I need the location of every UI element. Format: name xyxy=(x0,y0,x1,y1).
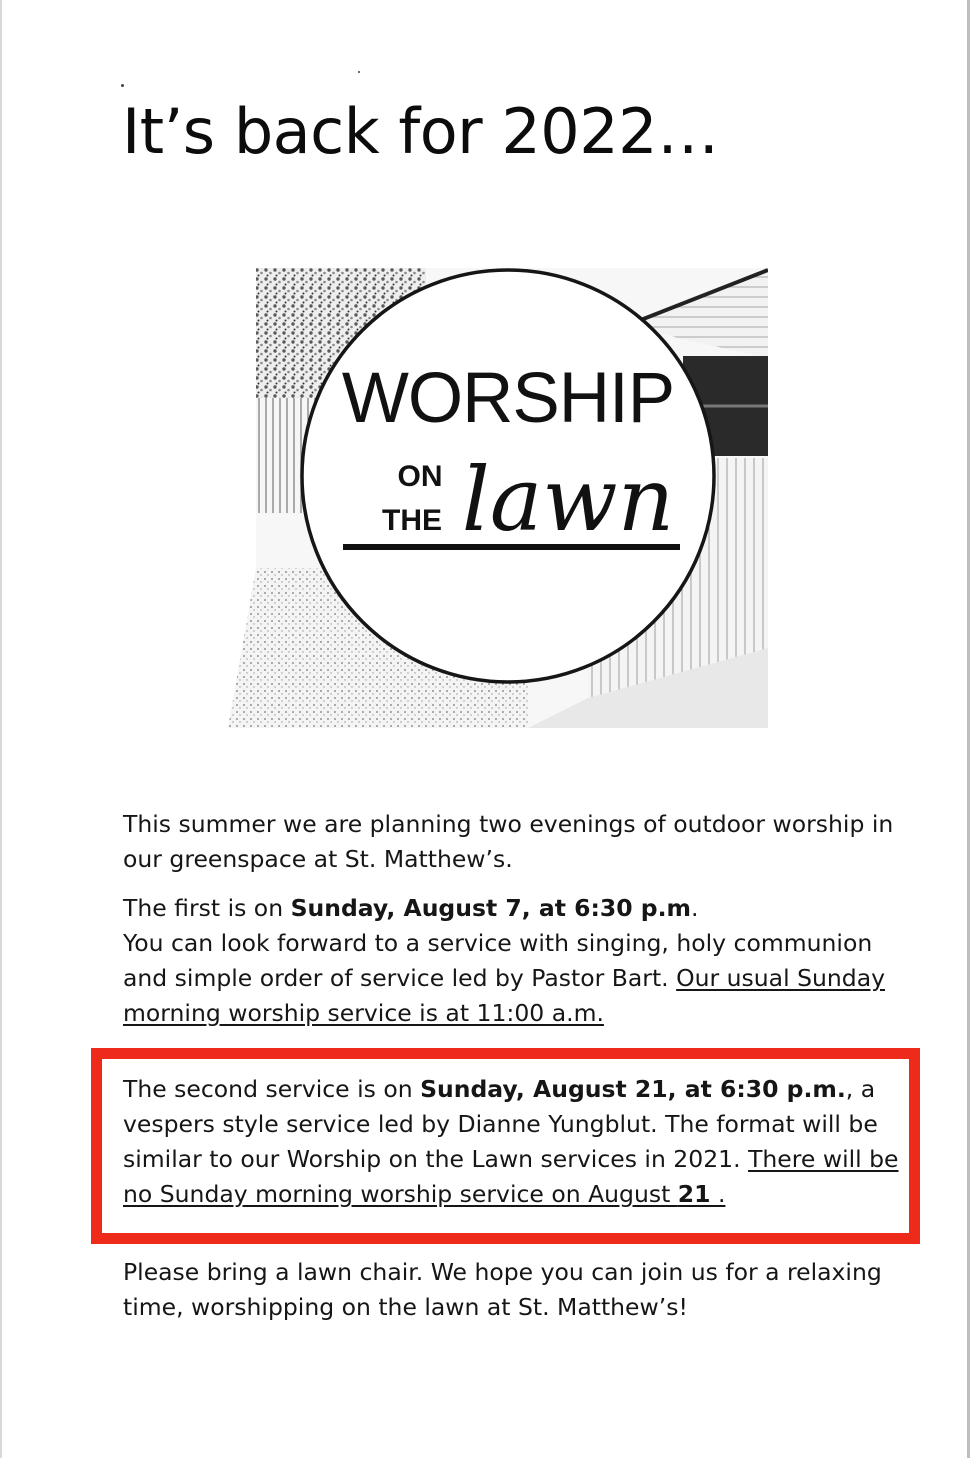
first-service-lead: The first is on xyxy=(123,894,291,922)
second-service-paragraph xyxy=(123,1072,903,1212)
first-service-date: Sunday, August 7, at 6:30 p.m xyxy=(290,894,691,922)
headline: It’s back for 2022… xyxy=(122,95,719,168)
no-service-note-date: 21 xyxy=(677,1180,711,1208)
second-service-details: , a vespers style service led by Dianne Yungblut. The format will be similar to our Worship on the Lawn services in 2021. xyxy=(123,1075,878,1173)
first-service-details: You can look forward to a service with singing, holy communion and simple order of service led by Pastor Bart. xyxy=(123,929,873,992)
closing-text: Please bring a lawn chair. We hope you can join us for a relaxing time, worshipping on the lawn at St. Matthew’s! xyxy=(123,1258,882,1321)
second-service-lead: The second service is on xyxy=(123,1075,421,1103)
first-service-paragraph xyxy=(123,891,903,1031)
logo-the-text: THE xyxy=(382,504,442,537)
scan-speck xyxy=(358,71,360,73)
logo-worship-text: WORSHIP xyxy=(341,359,675,438)
logo-lawn-text: lawn xyxy=(461,448,675,551)
worship-on-the-lawn-logo xyxy=(228,268,768,728)
no-service-note-end: . xyxy=(710,1180,726,1208)
second-service-date: Sunday, August 21, at 6:30 p.m. xyxy=(420,1075,846,1103)
usual-service-note: Our usual Sunday morning worship service is at 11:00 a.m. xyxy=(123,964,886,1027)
logo-on-text: ON xyxy=(397,460,443,493)
intro-text: This summer we are planning two evenings of outdoor worship in our greenspace at St. Matthew’s. xyxy=(123,810,894,873)
intro-paragraph xyxy=(123,807,903,877)
no-service-note-lead: There will be no Sunday morning worship service on August xyxy=(123,1145,899,1208)
closing-paragraph xyxy=(123,1255,903,1325)
first-service-period: . xyxy=(690,894,699,922)
scan-speck xyxy=(121,84,124,87)
